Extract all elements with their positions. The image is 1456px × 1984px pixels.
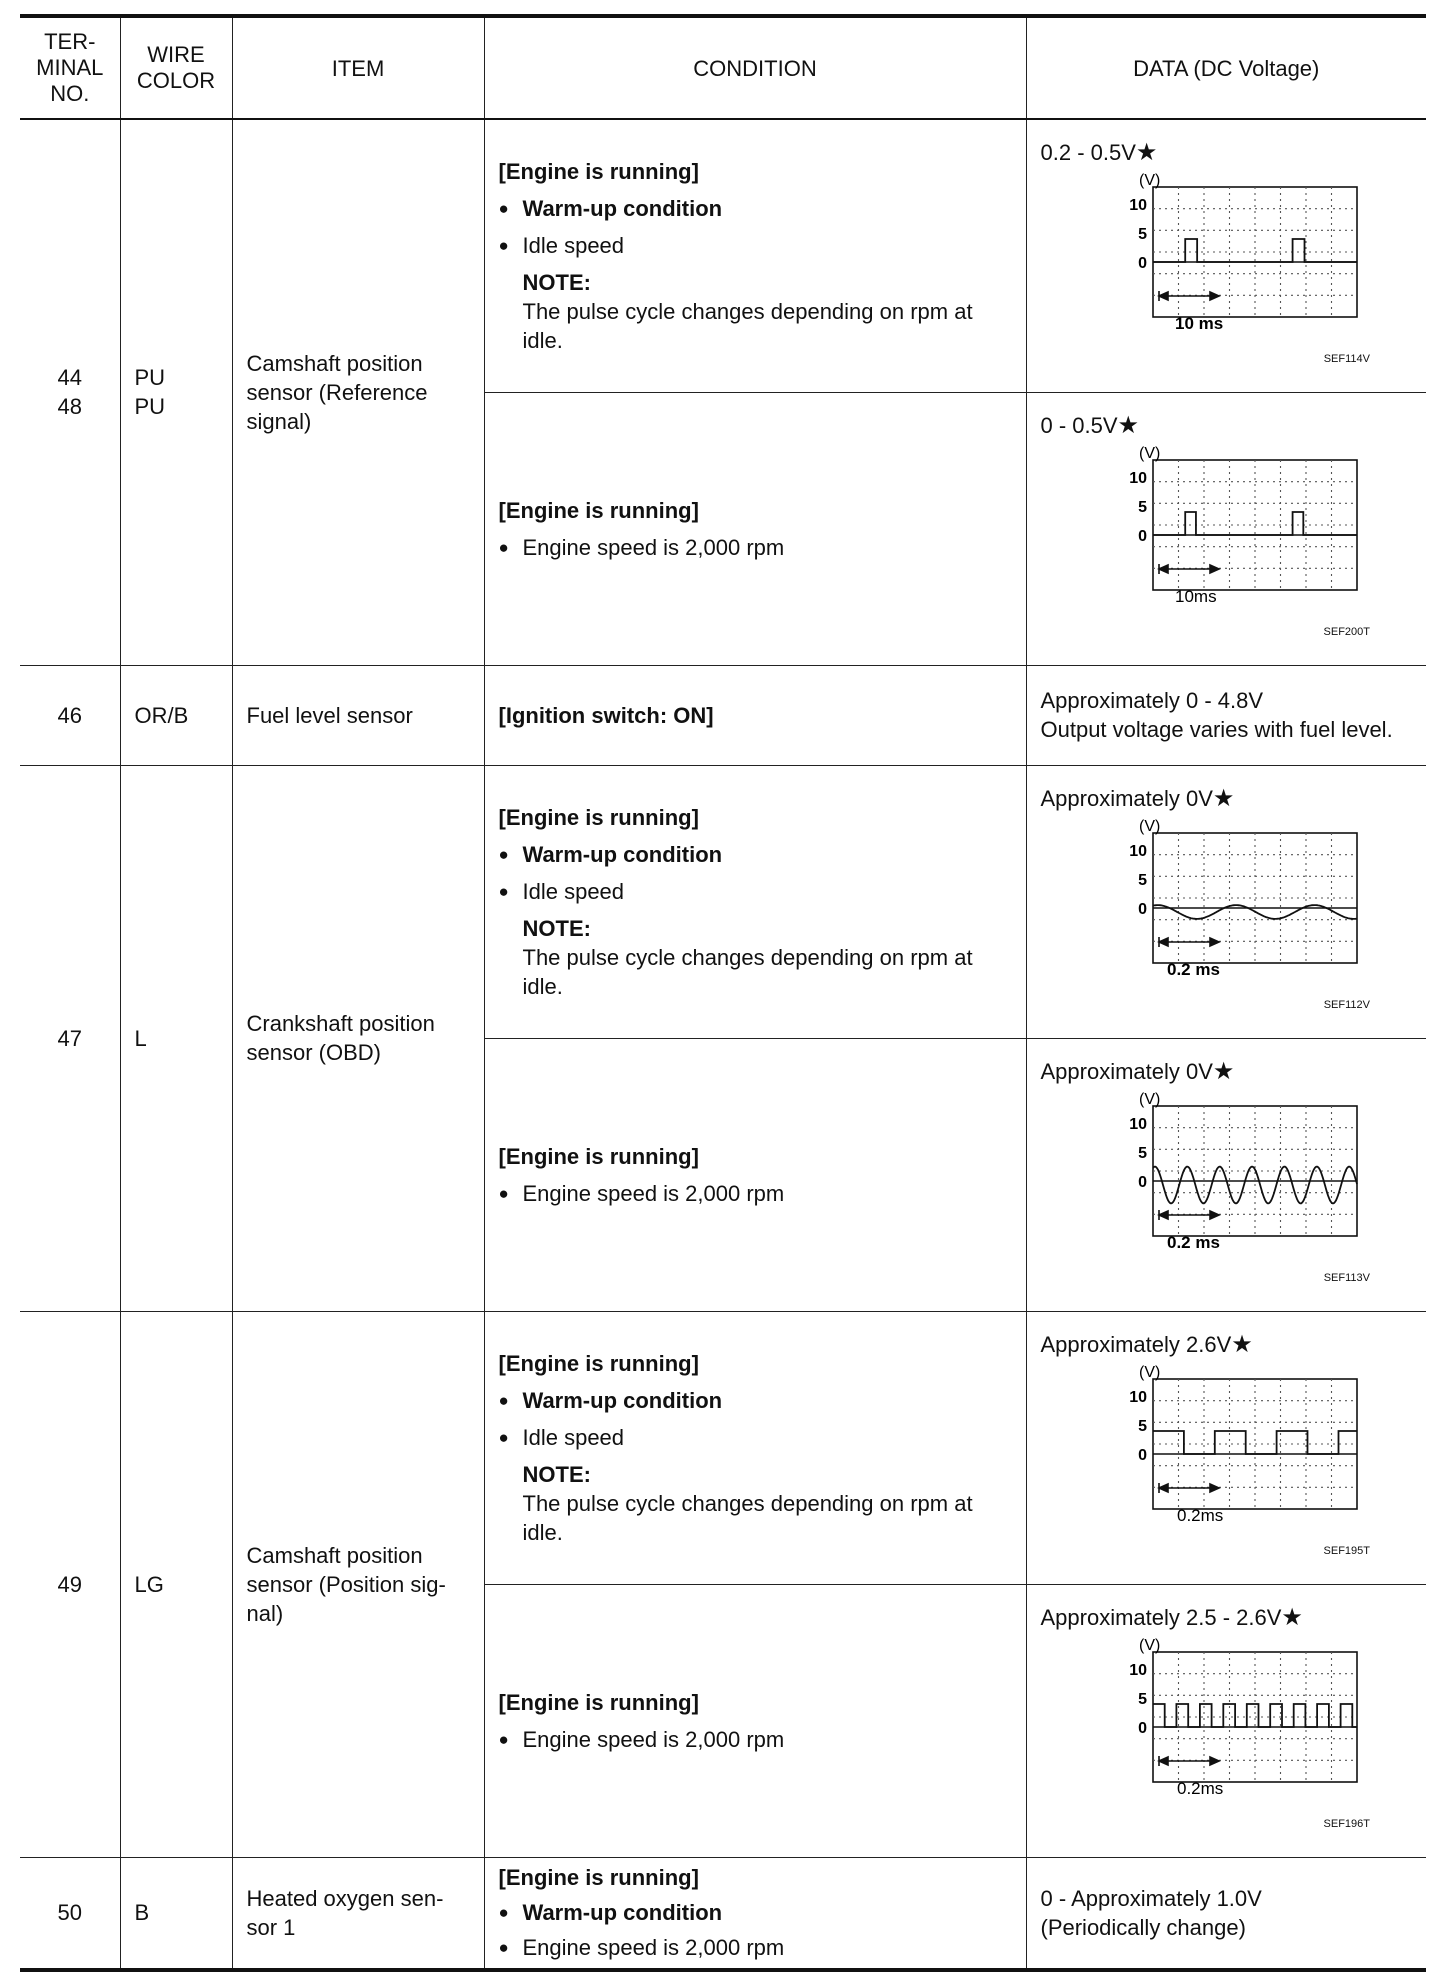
condition-speed: ● Engine speed is 2,000 rpm [499, 1725, 1010, 1754]
condition-cell [484, 1857, 1026, 1970]
terminal-number: 44 48 [20, 119, 120, 665]
data-label-line [1041, 1330, 1417, 1359]
tick-label-5: 5 [1137, 1690, 1147, 1708]
data-label: Approximately 0V [1040, 1058, 1213, 1084]
condition-idle: ● Idle speed [499, 1423, 1010, 1452]
figure-code: SEF196T [1323, 1817, 1370, 1830]
condition-cell [484, 1311, 1026, 1584]
condition-cell [484, 119, 1026, 392]
condition-cell [484, 765, 1026, 1038]
time-scale-label: 0.2ms [1176, 1505, 1223, 1525]
item-name: Crankshaft position sensor (OBD) [232, 765, 484, 1311]
terminal-number: 49 [20, 1311, 120, 1857]
tick-label-10: 10 [1128, 1388, 1147, 1406]
data-cell: Approximately 0 - 4.8V Output voltage varies with fuel level. [1026, 665, 1426, 765]
condition-note [499, 1460, 1010, 1547]
header-terminal: TER- MINAL NO. [20, 16, 120, 119]
condition-cell [484, 1038, 1026, 1311]
terminal-table [20, 14, 1426, 1972]
tick-label-0: 0 [1137, 1446, 1147, 1464]
tick-label-10: 10 [1128, 1115, 1147, 1133]
data-cell [1026, 392, 1426, 665]
figure-code: SEF195T [1323, 1544, 1370, 1557]
condition-engine-running: [Engine is running] [498, 497, 699, 523]
wire-color: PU PU [120, 119, 232, 665]
tick-label-0: 0 [1137, 254, 1147, 272]
star-icon: ★ [1135, 138, 1158, 166]
axis-unit: (V) [1138, 171, 1160, 189]
figure-code: SEF200T [1323, 625, 1370, 638]
scope-figure [1095, 1361, 1417, 1539]
header-data: DATA (DC Voltage) [1026, 16, 1426, 119]
condition-engine-running: [Engine is running] [498, 804, 699, 830]
condition-idle: ● Idle speed [499, 231, 1010, 260]
condition-speed: ● Engine speed is 2,000 rpm [499, 1933, 1010, 1962]
data-label: Approximately 0V [1040, 785, 1213, 811]
tick-label-5: 5 [1137, 225, 1147, 243]
tick-label-5: 5 [1137, 871, 1147, 889]
table-row [20, 665, 1426, 765]
axis-unit: (V) [1138, 817, 1160, 835]
data-label: 0 - 0.5V [1040, 412, 1118, 438]
figure-code: SEF114V [1323, 352, 1370, 365]
time-scale-label: 0.2 ms [1166, 959, 1220, 979]
star-icon: ★ [1212, 1057, 1235, 1085]
wire-color: L [120, 765, 232, 1311]
condition-engine-running: [Engine is running] [498, 1865, 699, 1891]
star-icon: ★ [1231, 1330, 1253, 1358]
wire-color: OR/B [120, 665, 232, 765]
tick-label-0: 0 [1137, 1719, 1147, 1737]
condition-engine-running: [Engine is running] [498, 1689, 699, 1715]
data-cell [1026, 1584, 1426, 1857]
oscilloscope-waveform [1095, 1634, 1365, 1812]
condition-idle: ● Idle speed [499, 877, 1010, 906]
row-group-50 [20, 1857, 1426, 1970]
tick-label-10: 10 [1128, 842, 1147, 860]
scope-figure [1095, 169, 1417, 347]
oscilloscope-waveform [1095, 442, 1365, 620]
condition-speed: ● Engine speed is 2,000 rpm [499, 533, 1010, 562]
axis-unit: (V) [1138, 1090, 1160, 1108]
scope-figure [1095, 1088, 1417, 1266]
item-name: Fuel level sensor [232, 665, 484, 765]
figure-code: SEF112V [1323, 998, 1370, 1011]
star-icon: ★ [1212, 784, 1235, 812]
oscilloscope-waveform [1095, 169, 1365, 347]
row-group-46 [20, 665, 1426, 765]
axis-unit: (V) [1138, 1636, 1160, 1654]
condition-speed: ● Engine speed is 2,000 rpm [499, 1179, 1010, 1208]
tick-label-5: 5 [1137, 1144, 1147, 1162]
condition-warmup: ● Warm-up condition [499, 194, 1010, 223]
condition-engine-running: [Engine is running] [498, 158, 699, 184]
note-title: NOTE: [522, 269, 591, 295]
terminal-number: 50 [20, 1857, 120, 1970]
time-scale-label: 10 ms [1174, 313, 1223, 333]
tick-label-10: 10 [1128, 196, 1147, 214]
condition-cell [484, 1584, 1026, 1857]
note-title: NOTE: [522, 1461, 591, 1487]
star-icon: ★ [1117, 411, 1140, 439]
item-name: Camshaft position sensor (Reference signal) [232, 119, 484, 665]
data-label-line [1041, 1603, 1417, 1632]
tick-label-5: 5 [1137, 498, 1147, 516]
row-group-49 [20, 1311, 1426, 1857]
data-cell [1026, 1311, 1426, 1584]
data-label-line [1041, 138, 1417, 167]
oscilloscope-waveform [1095, 1361, 1365, 1539]
axis-unit: (V) [1138, 1363, 1160, 1381]
wire-color: LG [120, 1311, 232, 1857]
header-wire-color: WIRE COLOR [120, 16, 232, 119]
data-label-line [1041, 411, 1417, 440]
time-scale-label: 0.2 ms [1166, 1232, 1220, 1252]
data-cell [1026, 765, 1426, 1038]
tick-label-10: 10 [1128, 469, 1147, 487]
data-label: Approximately 2.5 - 2.6V [1040, 1604, 1282, 1630]
note-text: The pulse cycle changes depending on rpm at idle. [522, 944, 973, 999]
row-group-44-48 [20, 119, 1426, 665]
condition-engine-running: [Engine is running] [498, 1143, 699, 1169]
table-row [20, 1311, 1426, 1584]
terminal-number: 47 [20, 765, 120, 1311]
data-cell [1026, 1038, 1426, 1311]
table-row [20, 1857, 1426, 1970]
header-condition: CONDITION [484, 16, 1026, 119]
condition-warmup: ● Warm-up condition [499, 1386, 1010, 1415]
figure-code: SEF113V [1323, 1271, 1370, 1284]
note-text: The pulse cycle changes depending on rpm at idle. [522, 298, 973, 353]
item-name: Camshaft position sensor (Position sig- nal) [232, 1311, 484, 1857]
data-label: 0.2 - 0.5V [1040, 139, 1136, 165]
data-label-line [1041, 1057, 1417, 1086]
header-item: ITEM [232, 16, 484, 119]
condition-cell: [Ignition switch: ON] [484, 665, 1026, 765]
note-text: The pulse cycle changes depending on rpm at idle. [522, 1490, 973, 1545]
table-row [20, 765, 1426, 1038]
scope-figure [1095, 442, 1417, 620]
data-cell [1026, 119, 1426, 392]
tick-label-10: 10 [1128, 1661, 1147, 1679]
terminal-number: 46 [20, 665, 120, 765]
tick-label-0: 0 [1137, 1173, 1147, 1191]
scope-figure [1095, 1634, 1417, 1812]
star-icon: ★ [1281, 1603, 1303, 1631]
time-scale-label: 0.2ms [1176, 1778, 1223, 1798]
tick-label-0: 0 [1137, 900, 1147, 918]
header-row [20, 16, 1426, 119]
axis-unit: (V) [1138, 444, 1160, 462]
table-row [20, 119, 1426, 392]
condition-warmup: ● Warm-up condition [499, 840, 1010, 869]
data-label-line [1041, 784, 1417, 813]
note-title: NOTE: [522, 915, 591, 941]
tick-label-0: 0 [1137, 527, 1147, 545]
item-name: Heated oxygen sen- sor 1 [232, 1857, 484, 1970]
condition-note [499, 268, 1010, 355]
tick-label-5: 5 [1137, 1417, 1147, 1435]
condition-note [499, 914, 1010, 1001]
condition-warmup: ● Warm-up condition [499, 1898, 1010, 1927]
data-label: Approximately 2.6V [1040, 1331, 1232, 1357]
row-group-47 [20, 765, 1426, 1311]
condition-engine-running: [Engine is running] [498, 1350, 699, 1376]
data-cell: 0 - Approximately 1.0V (Periodically change) [1026, 1857, 1426, 1970]
oscilloscope-waveform [1095, 1088, 1365, 1266]
scope-figure [1095, 815, 1417, 993]
wire-color: B [120, 1857, 232, 1970]
oscilloscope-waveform [1095, 815, 1365, 993]
time-scale-label: 10ms [1174, 586, 1217, 606]
condition-cell [484, 392, 1026, 665]
